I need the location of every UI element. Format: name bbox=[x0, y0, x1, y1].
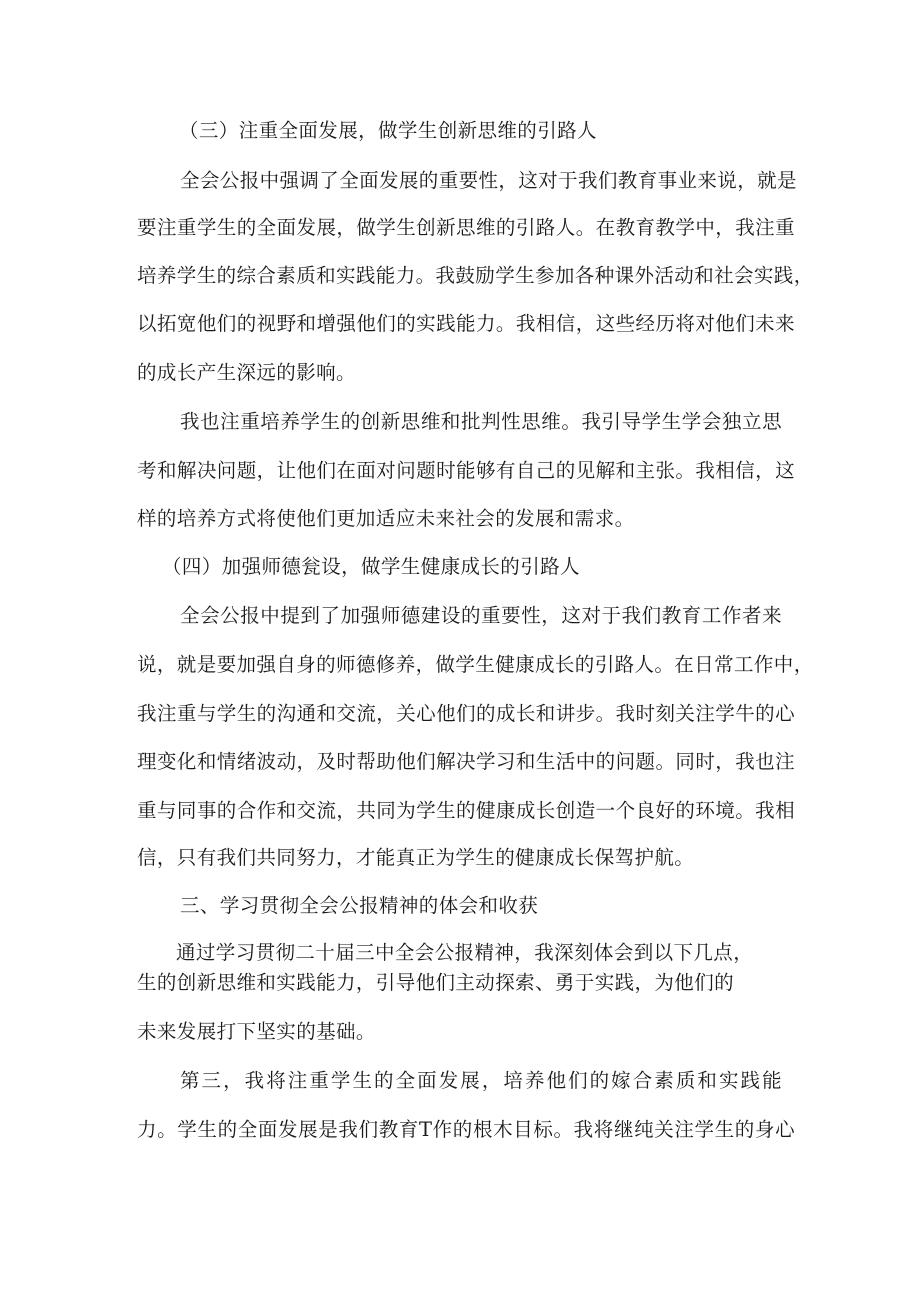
section-heading-three: 三、学习贯彻全会公报精神的体会和收获 bbox=[180, 894, 539, 917]
paragraph-line: 要注重学生的全面发展，做学生创新思维的引路人。在教育教学中，我注重 bbox=[137, 216, 795, 239]
paragraph-line: 我注重与学生的沟通和交流，关心他们的成长和讲步。我时刻关注学牛的心 bbox=[137, 702, 795, 725]
paragraph-line: 说，就是要加强自身的师德修养，做学生健康成长的引路人。在日常工作中， bbox=[137, 653, 814, 676]
section-heading-3: （三）注重全面发展，做学生创新思维的引路人 bbox=[179, 119, 597, 142]
paragraph-line: 培养学生的综合素质和实践能力。我鼓励学生参加各种课外活动和社会实践， bbox=[137, 264, 814, 287]
paragraph-line: 考和解决问题，让他们在面对问题时能够有自己的见解和主张。我相信，这 bbox=[137, 459, 795, 482]
section-heading-4: （四）加强师德瓮设，做学生健康成长的引路人 bbox=[162, 555, 580, 578]
paragraph-line: 全会公报中强调了全面发展的重要性，这对于我们教育事业来说，就是 bbox=[180, 169, 797, 192]
paragraph-line: 未来发展打下坚实的基础。 bbox=[137, 1020, 376, 1043]
paragraph-line: 第三，我将注重学生的全面发展，培养他们的嫁合素质和实践能 bbox=[180, 1069, 782, 1092]
paragraph-line: 我也注重培养学生的创新思维和批判性思维。我引导学生学会独立思 bbox=[180, 410, 782, 433]
paragraph-line: 生的创新思维和实践能力，引导他们主动探索、勇于实践，为他们的 bbox=[137, 971, 735, 994]
paragraph-line: 理变化和情绪波动，及时帮助他们解决学习和生活中的问题。同时，我也注 bbox=[137, 750, 795, 773]
paragraph-line: 样的培养方式将使他们更加适应未来社会的发展和需求。 bbox=[137, 507, 635, 530]
paragraph-line: 力。学生的全面发展是我们教育T作的根木目标。我将继纯关注学生的身心 bbox=[137, 1118, 795, 1141]
paragraph-line: 全会公报中提到了加强师德建设的重要性，这对于我们教育工作者来 bbox=[180, 604, 782, 627]
paragraph-line: 以拓宽他们的视野和增强他们的实践能力。我相信，这些经历将对他们未来 bbox=[137, 312, 795, 335]
paragraph-line: 重与同事的合作和交流，共同为学生的健康成长创造一个良好的环境。我相 bbox=[137, 799, 795, 822]
paragraph-line: 的成长产生深远的影响。 bbox=[137, 361, 356, 384]
paragraph-line: 通过学习贯彻二十届三中全会公报精神，我深刻体会到以下几点， bbox=[176, 941, 754, 964]
paragraph-line: 信，只有我们共同努力，才能真正为学生的健康成长保驾护航。 bbox=[137, 846, 695, 869]
